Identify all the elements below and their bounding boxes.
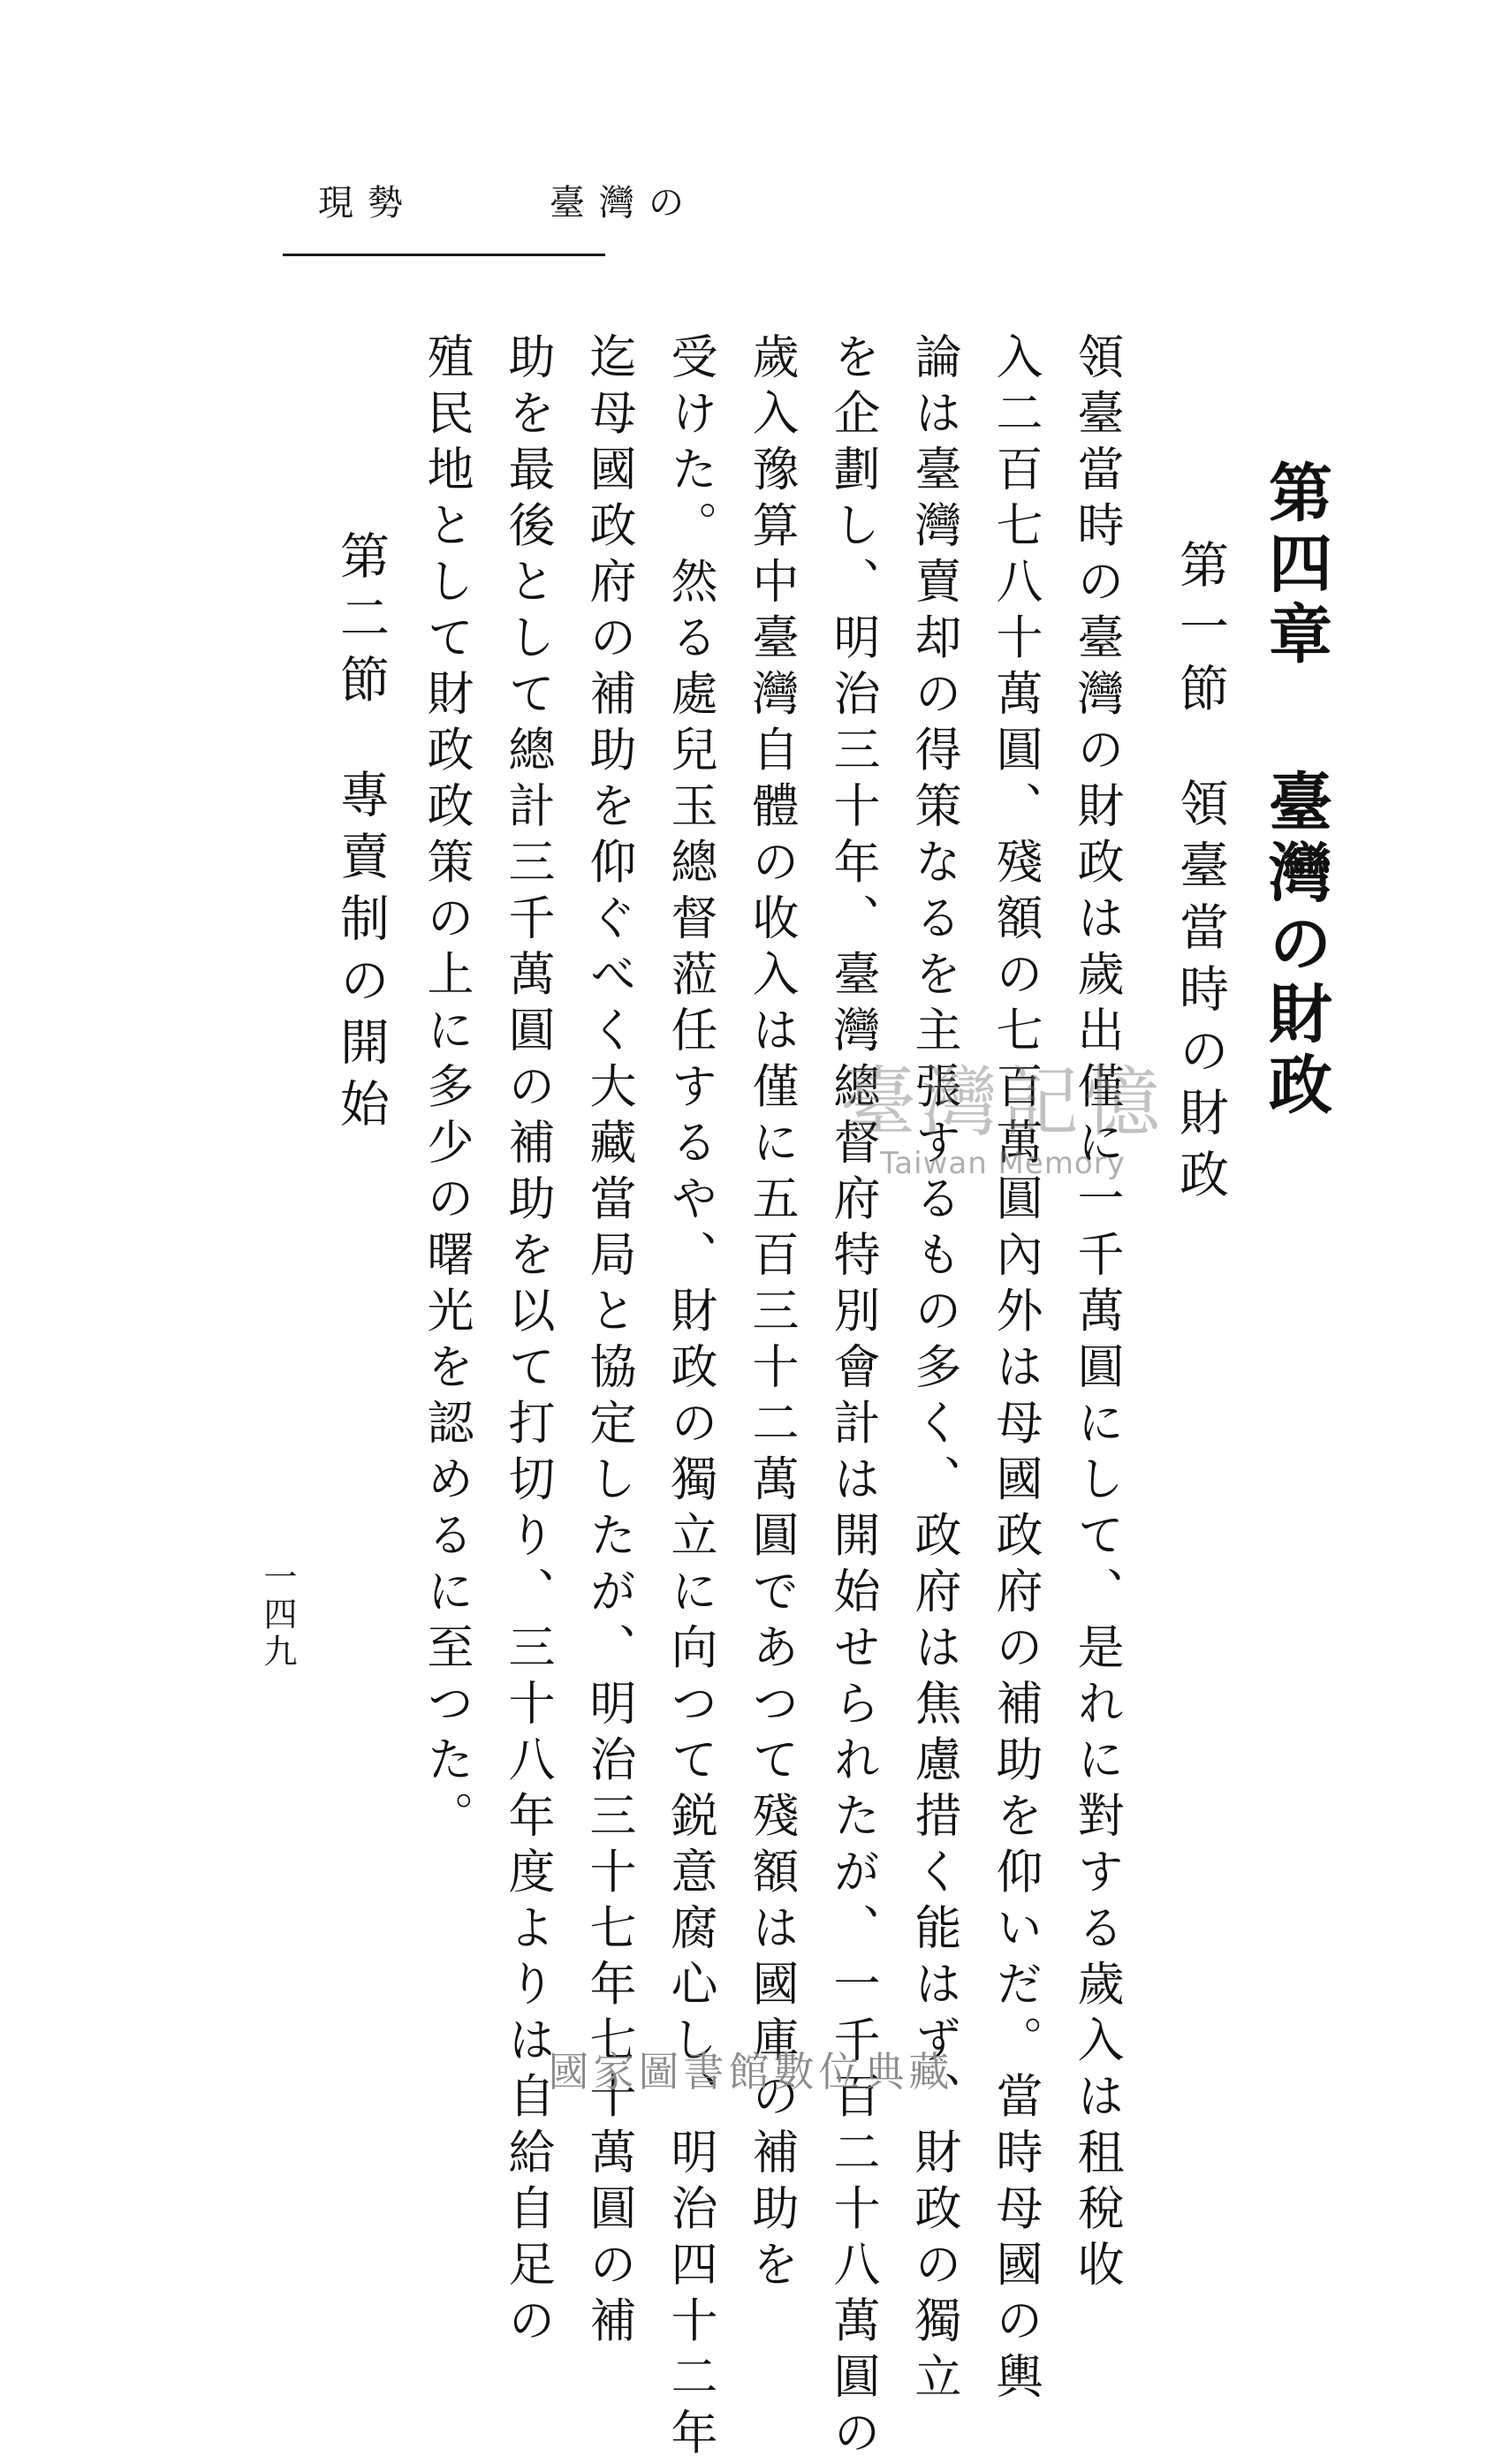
library-footer: 國家圖書館數位典藏 [548, 2048, 954, 2096]
chapter-title [1258, 459, 1333, 1122]
body-line-7: 迄母國政府の補助を仰ぐべく大藏當局と協定したが、明治三十七年七十萬圓の補 [582, 332, 636, 2352]
section-2-title: 專賣制の開始 [332, 769, 390, 1140]
body-line-4: を企劃し、明治三十年、臺灣總督府特別會計は開始せられたが、一千百二十八萬圓の [826, 332, 880, 2464]
body-line-5: 歲入豫算中臺灣自體の收入は僅に五百三十二萬圓であつて殘額は國庫の補助を [745, 332, 799, 2296]
section-heading-1 [1172, 539, 1229, 1210]
body-line-6: 受けた。然る處兒玉總督蒞任するや、財政の獨立に向つて鋭意腐心し、明治四十二年 [664, 332, 717, 2464]
body-line-3: 論は臺灣賣却の得策なるを主張するもの多く、政府は焦慮措く能はず、財政の獨立 [907, 332, 961, 2408]
chapter-title-text: 臺灣の財政 [1258, 769, 1333, 1122]
body-line-1: 領臺當時の臺灣の財政は歲出僅に一千萬圓にして、是れに對する歲入は租稅收 [1070, 332, 1124, 2296]
section-1-number: 第一節 [1172, 539, 1229, 724]
page-number: 一四九 [258, 1559, 297, 1671]
running-header [318, 183, 698, 224]
header-divider [283, 254, 605, 256]
section-1-title: 領臺當時の財政 [1172, 777, 1229, 1210]
watermark-subtitle: Taiwan Memory [880, 1146, 1126, 1181]
running-header-left: 臺灣の [550, 183, 698, 224]
section-heading-2 [332, 530, 390, 1140]
running-header-right: 現勢 [318, 183, 417, 224]
body-line-9: 殖民地として財政政策の上に多少の曙光を認めるに至つた。 [420, 332, 474, 1847]
watermark-text: 臺灣記憶 [840, 1058, 1165, 1147]
section-2-number: 第二節 [332, 530, 390, 716]
body-line-8: 助を最後として總計三千萬圓の補助を以て打切り、三十八年度よりは自給自足の [501, 332, 555, 2352]
body-line-2: 入二百七八十萬圓、殘額の七百萬圓內外は母國政府の補助を仰いだ。當時母國の輿 [989, 332, 1043, 2408]
chapter-number: 第四章 [1258, 459, 1333, 671]
